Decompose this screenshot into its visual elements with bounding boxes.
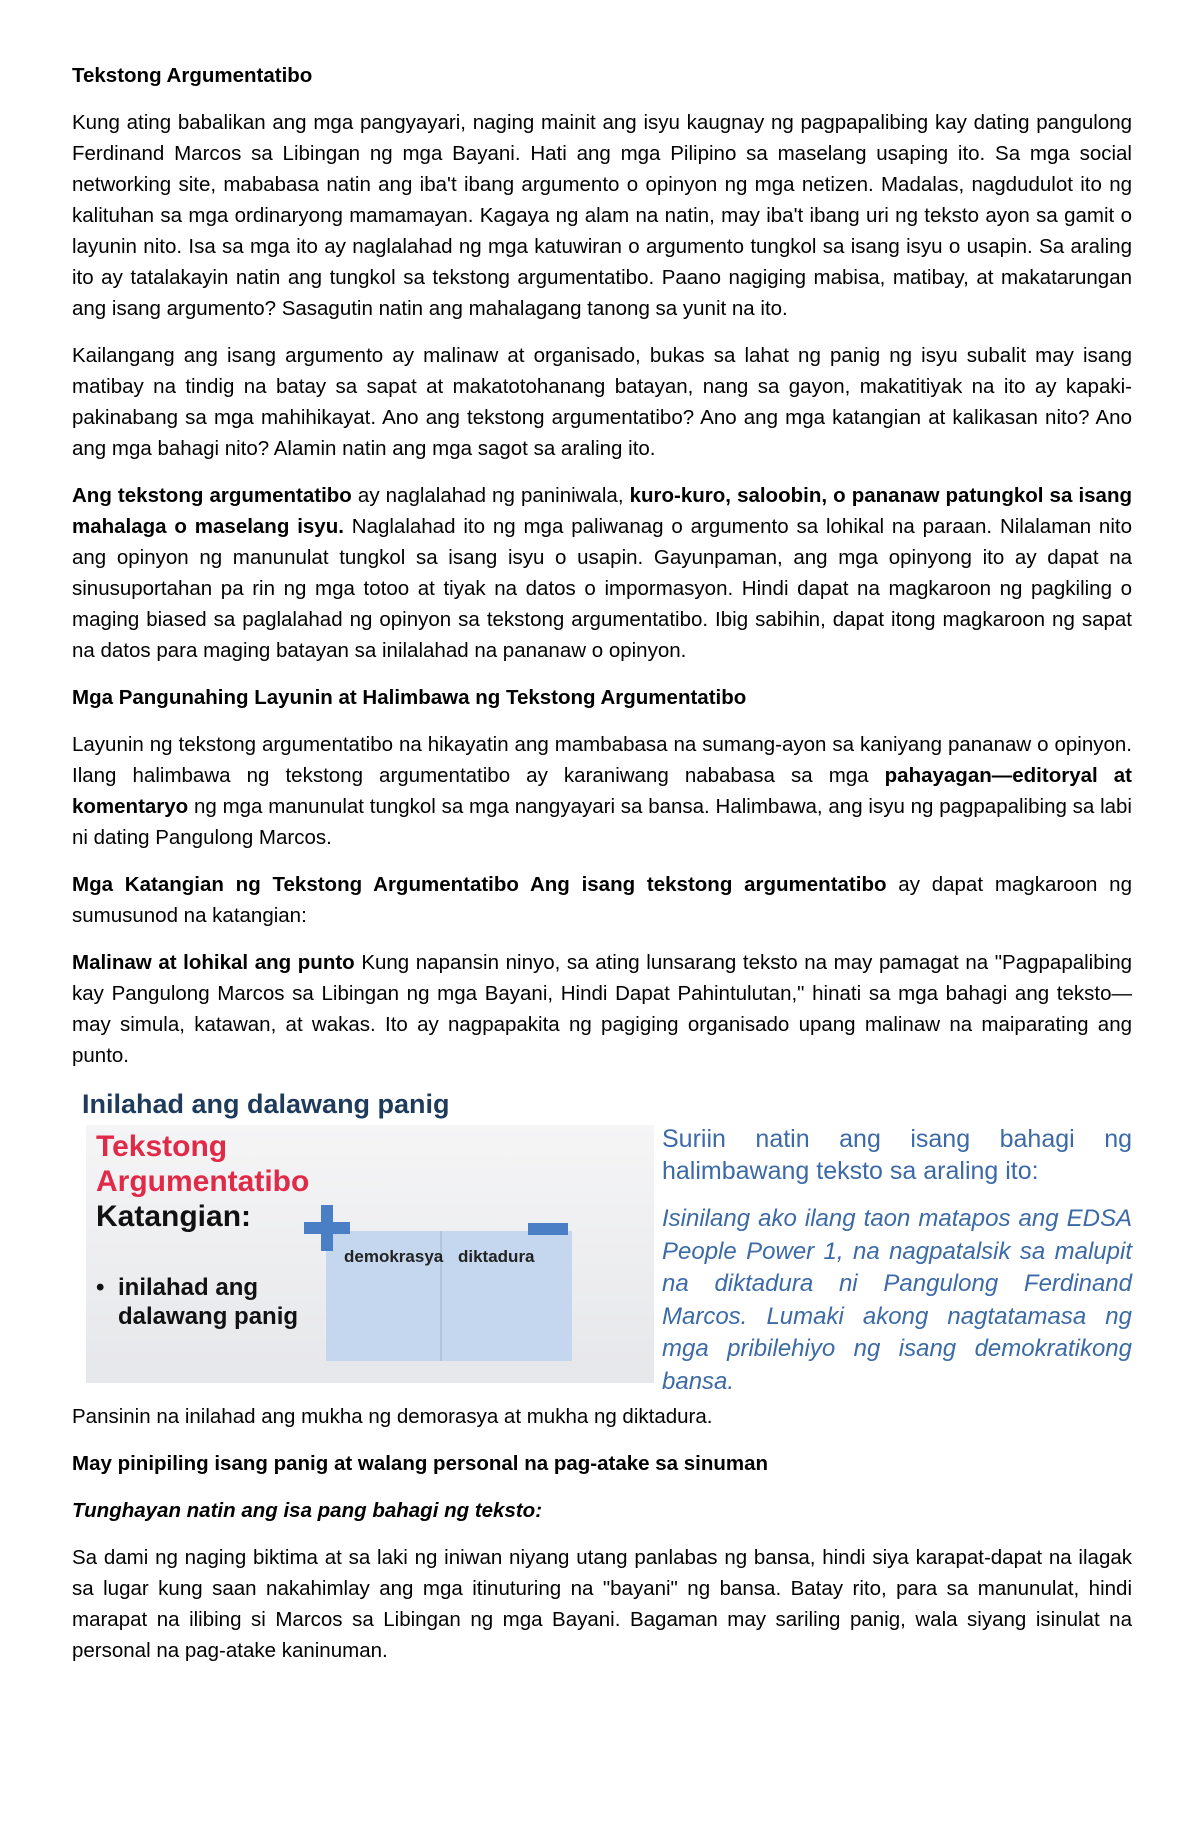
definition-text-b: Naglalahad ito ng mga paliwanag o argumento sa lohikal na paraan. Nilalaman nito ang opinyon ng manunulat tungkol sa isang isyu o usapin. Gayunpaman, ang mga opinyong ito ay dapat na sinusuportahan pa rin ng mga totoo at tiyak na datos o impormasyon. Hindi dapat na magkaroon ng pagkiling o maging biased sa paglalahad ng opinyon sa tekstong argumentatibo. Ibig sabihin, dapat itong magkaroon ng sapat na datos para maging batayan sa inilalahad na pananaw o opinyon. — [72, 515, 1132, 662]
document-title: Tekstong Argumentatibo — [72, 64, 313, 87]
katangian-heading: Mga Katangian ng Tekstong Argumentatibo Ang isang tekstong argumentatibo — [72, 873, 887, 896]
bullet-text: inilahad ang dalawang panig — [118, 1274, 299, 1330]
minus-icon — [528, 1223, 568, 1235]
paragraph-intro: Kung ating babalikan ang mga pangyayari, naging mainit ang isyu kaugnay ng pagpapalibing kay dating pangulong Ferdinand Marcos sa Libingan ng mga Bayani. Hati ang mga Pilipino sa maselang usaping ito. Sa mga social networking site, mababasa natin ang iba't ibang argumento o opinyon ng mga netizen. Madalas, nagdudulot ito ng kalituhan sa mga ordinaryong mamamayan. Kagaya ng alam na natin, may iba't ibang uri ng teksto ayon sa gamit o layunin nito. Isa sa mga ito ay naglalahad ng mga katuwiran o argumento tungkol sa isang isyu o usapin. Sa araling ito ay tatalakayin natin ang tungkol sa tekstong argumentatibo. Paano nagiging mabisa, matibay, at makatarungan ang isang argumento? Sasagutin natin ang mahalagang tanong sa yunit na ito. — [72, 111, 1132, 320]
figure-side-quote: Isinilang ako ilang taon matapos ang EDSA People Power 1, na nagpatalsik sa malupit na diktadura ni Pangulong Ferdinand Marcos. Lumaki akong nagtatamasa ng mga pribilehiyo ng isang demokratikong bansa. — [662, 1205, 1132, 1395]
comparison-box — [326, 1231, 572, 1361]
paragraph-malinaw — [72, 947, 1132, 1071]
definition-term: Ang tekstong argumentatibo — [72, 484, 352, 507]
figure-title: Inilahad ang dalawang panig — [82, 1089, 450, 1119]
layunin-emphasis: pahayagan—editoryal at komentaryo — [72, 764, 1132, 818]
paragraph-closing: Sa dami ng naging biktima at sa laki ng iniwan niyang utang panlabas ng bansa, hindi siya karapat-dapat na ilagak sa lugar kung saan nakahimlay ang mga itinuturing na "bayani" ng bansa. Batay rito, para sa manunulat, hindi marapat na ilibing si Marcos sa Libingan ng mga Bayani. Bagaman may sariling panig, wala siyang isinulat na personal na pag-atake kaninuman. — [72, 1546, 1132, 1662]
paragraph-pansinin: Pansinin na inilahad ang mukha ng demorasya at mukha ng diktadura. — [72, 1405, 713, 1428]
slide-image — [86, 1125, 654, 1383]
document-page — [72, 60, 1132, 1682]
label-demokrasya: demokrasya — [344, 1247, 444, 1266]
figure-side-intro: Suriin natin ang isang bahagi ng halimbawang teksto sa araling ito: — [662, 1125, 1132, 1185]
illustration-figure — [72, 1087, 1132, 1395]
layunin-text-b: ng mga manunulat tungkol sa mga nangyayari sa bansa. Halimbawa, ang isyu ng pagpapalibing sa labi ni dating Pangulong Marcos. — [72, 795, 1132, 849]
paragraph-layunin — [72, 729, 1132, 853]
heading-tunghayan: Tunghayan natin ang isa pang bahagi ng teksto: — [72, 1499, 543, 1522]
definition-emphasis: kuro-kuro, saloobin, o pananaw patungkol sa isang mahalaga o maselang isyu. — [72, 484, 1132, 538]
label-diktadura: diktadura — [458, 1247, 535, 1266]
bullet-marker: • — [96, 1274, 105, 1301]
paragraph-definition — [72, 480, 1132, 666]
malinaw-heading: Malinaw at lohikal ang punto — [72, 951, 355, 974]
paragraph-argument-requirements: Kailangang ang isang argumento ay malinaw at organisado, bukas sa lahat ng panig ng isyu subalit may isang matibay na tindig na batay sa sapat at makatotohanang batayan, nang sa gayon, makatitiyak na ito ay kapaki-pakinabang sa mga mahihikayat. Ano ang tekstong argumentatibo? Ano ang mga katangian at kalikasan nito? Ano ang mga bahagi nito? Alamin natin ang mga sagot sa araling ito. — [72, 344, 1132, 460]
section-heading-layunin: Mga Pangunahing Layunin at Halimbawa ng Tekstong Argumentatibo — [72, 686, 747, 709]
figure-side-text — [662, 1123, 1132, 1414]
heading-may-pinipili: May pinipiling isang panig at walang personal na pag-atake sa sinuman — [72, 1452, 769, 1475]
paragraph-katangian — [72, 869, 1132, 931]
slide-subtitle: Katangian: — [96, 1200, 252, 1233]
layunin-text-a: Layunin ng tekstong argumentatibo na hikayatin ang mambabasa na sumang-ayon sa kaniyang pananaw o opinyon. Ilang halimbawa ng tekstong argumentatibo ay karaniwang nababasa sa mga — [72, 733, 1132, 787]
malinaw-text: Kung napansin ninyo, sa ating lunsarang teksto na may pamagat na "Pagpapalibing kay Pangulong Marcos sa Libingan ng mga Bayani, Hindi Dapat Pahintulutan," hinati sa mga bahagi ang teksto—may simula, katawan, at wakas. Ito ay nagpapakita ng pagiging organisado upang malinaw na maiparating ang punto. — [72, 951, 1132, 1067]
plus-icon — [304, 1205, 350, 1251]
definition-text-a: ay naglalahad ng paniniwala, — [351, 484, 630, 507]
katangian-text: ay dapat magkaroon ng sumusunod na katangian: — [72, 873, 1132, 927]
slide-title: Tekstong Argumentatibo — [96, 1130, 310, 1198]
